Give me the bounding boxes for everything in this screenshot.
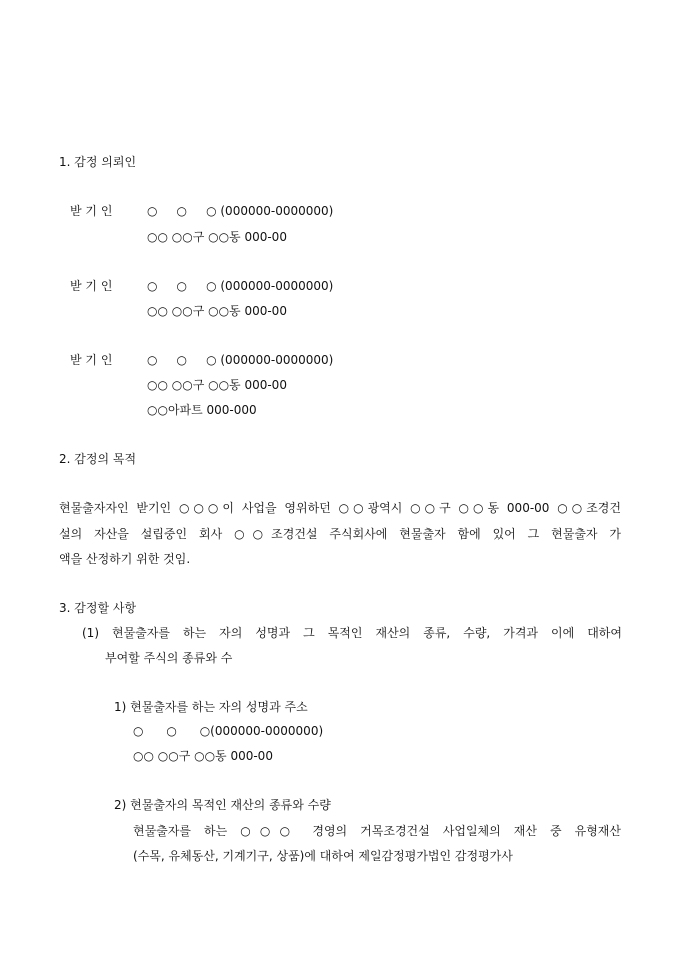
subitem-1-address: ○○ ○○구 ○○동 000-00 [133, 749, 273, 763]
subitem-1-name: ○ ○ ○(000000-0000000) [133, 724, 324, 738]
recipient-1-label: 받 기 인 [70, 204, 113, 218]
subitem-2-line: 현물출자를 하는 ○○○ 경영의 거목조경건설 사업일체의 재산 중 유형재산 [133, 824, 621, 838]
purpose-paragraph-line: 설의 자산을 설립중인 회사 ○○조경건설 주식회사에 현물출자 함에 있어 그 현물출자 가 [59, 527, 621, 541]
recipient-1-address: ○○ ○○구 ○○동 000-00 [147, 230, 287, 244]
recipient-3-address-2: ○○아파트 000-000 [147, 403, 257, 417]
item-1-line: 부여할 주식의 종류와 수 [105, 651, 233, 665]
recipient-3-label: 받 기 인 [70, 353, 113, 367]
purpose-paragraph-line: 액을 산정하기 위한 것임. [59, 552, 191, 566]
recipient-1-name: ○ ○ ○ (000000-0000000) [147, 204, 334, 218]
purpose-paragraph-line: 현물출자자인 받기인 ○○○이 사업을 영위하던 ○○광역시 ○○구 ○○동 000-00 ○○조경건 [59, 501, 621, 515]
subitem-2-title: 2) 현물출자의 목적인 재산의 종류와 수량 [114, 798, 331, 812]
recipient-3-address: ○○ ○○구 ○○동 000-00 [147, 378, 287, 392]
recipient-2-name: ○ ○ ○ (000000-0000000) [147, 279, 334, 293]
recipient-3-name: ○ ○ ○ (000000-0000000) [147, 353, 334, 367]
recipient-2-label: 받 기 인 [70, 279, 113, 293]
subitem-1-title: 1) 현물출자를 하는 자의 성명과 주소 [114, 700, 308, 714]
subitem-2-line: (수목, 유체동산, 기계기구, 상품)에 대하여 제일감정평가법인 감정평가사 [133, 849, 513, 863]
section-1-heading: 1. 감정 의뢰인 [59, 155, 137, 169]
recipient-2-address: ○○ ○○구 ○○동 000-00 [147, 304, 287, 318]
item-1-line: (1) 현물출자를 하는 자의 성명과 그 목적인 재산의 종류, 수량, 가격과 이에 대하여 [82, 626, 622, 640]
section-2-heading: 2. 감정의 목적 [59, 452, 137, 466]
section-3-heading: 3. 감정할 사항 [59, 601, 137, 615]
